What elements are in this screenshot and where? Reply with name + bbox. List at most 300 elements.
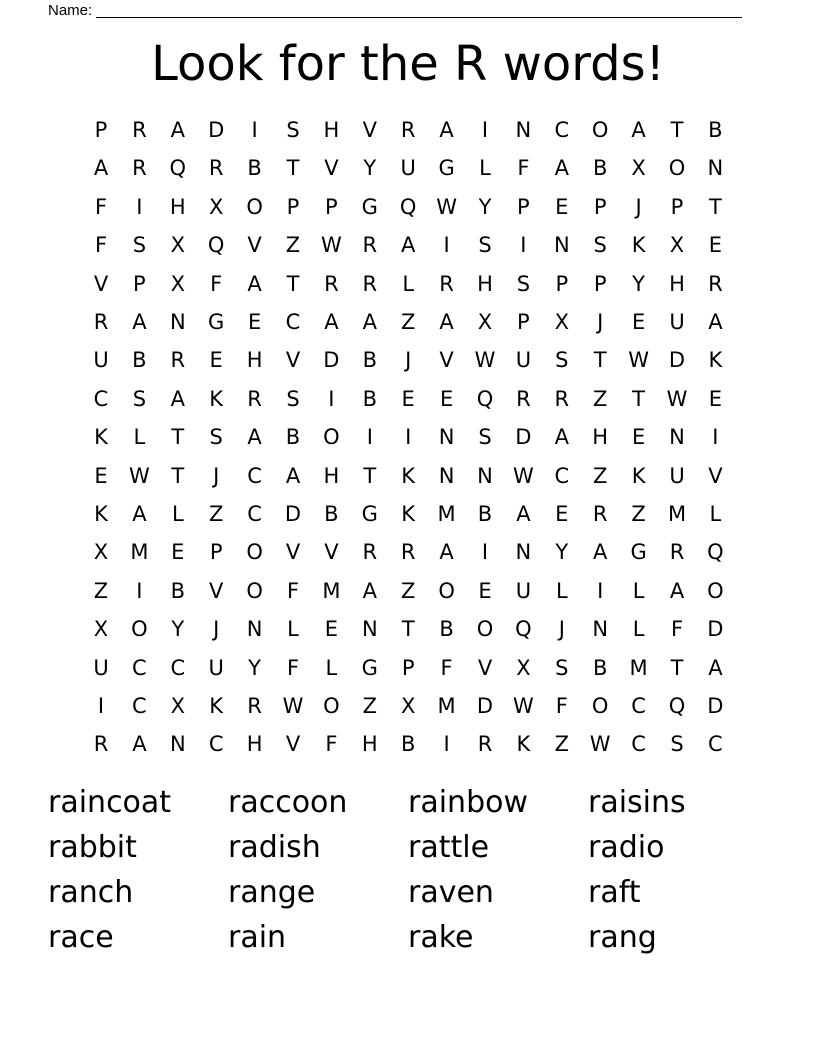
grid-letter: O (323, 694, 340, 718)
grid-letter: W (589, 732, 611, 757)
grid-letter: Z (400, 310, 416, 334)
grid-letter: I (597, 578, 604, 603)
grid-letter: X (400, 694, 416, 718)
grid-letter: Q (515, 617, 532, 642)
grid-letter: A (247, 425, 262, 450)
grid-letter: K (401, 502, 416, 526)
grid-letter: R (247, 694, 262, 718)
grid-letter: U (400, 156, 416, 181)
word-list-item: rang (588, 920, 657, 955)
grid-letter: S (478, 233, 492, 258)
grid-letter: L (479, 156, 491, 181)
grid-letter: N (438, 463, 455, 488)
grid-letter: E (631, 310, 646, 334)
grid-letter: S (478, 425, 492, 450)
grid-letter: R (93, 310, 109, 334)
grid-letter: J (597, 310, 604, 334)
grid-letter: C (247, 502, 262, 526)
grid-letter: C (631, 694, 646, 718)
grid-letter: C (132, 694, 147, 718)
grid-letter: Y (248, 655, 261, 680)
grid-letter: X (170, 271, 185, 296)
grid-letter: W (513, 694, 534, 718)
grid-letter: K (516, 732, 531, 757)
grid-letter: C (554, 118, 570, 142)
grid-letter: V (362, 118, 377, 142)
grid-letter: J (405, 348, 412, 373)
grid-letter: V (708, 463, 723, 488)
grid-letter: P (286, 194, 300, 219)
grid-letter: L (709, 502, 722, 526)
grid-letter: P (517, 194, 530, 219)
grid-letter: N (361, 617, 378, 642)
grid-letter: J (213, 463, 220, 488)
grid-letter: W (628, 348, 649, 373)
grid-letter: Y (555, 540, 569, 565)
grid-letter: A (631, 118, 646, 142)
grid-letter: X (93, 617, 109, 642)
grid-letter: O (438, 578, 455, 603)
name-label: Name: (48, 2, 93, 19)
grid-letter: S (286, 118, 300, 142)
grid-letter: Z (592, 463, 608, 488)
grid-letter: W (666, 386, 688, 411)
grid-letter: T (593, 348, 607, 373)
grid-letter: J (558, 617, 565, 642)
grid-letter: K (631, 463, 646, 488)
grid-letter: R (362, 271, 378, 296)
grid-letter: O (591, 694, 609, 718)
grid-letter: D (668, 348, 686, 373)
grid-letter: A (132, 310, 147, 334)
grid-letter: R (132, 156, 147, 181)
grid-letter: R (362, 540, 378, 565)
grid-letter: I (97, 694, 105, 718)
grid-letter: E (555, 502, 569, 526)
grid-letter: V (477, 655, 493, 680)
grid-letter: I (328, 386, 335, 411)
grid-letter: N (169, 310, 186, 334)
word-list-item: rake (408, 920, 474, 955)
grid-letter: S (209, 425, 223, 450)
grid-letter: H (361, 732, 378, 757)
grid-letter: G (438, 156, 455, 181)
grid-letter: A (132, 732, 147, 757)
grid-letter: I (481, 118, 489, 142)
grid-letter: E (708, 233, 723, 258)
grid-letter: Q (668, 694, 686, 718)
grid-letter: B (362, 348, 377, 373)
word-list-item: raisins (588, 785, 686, 820)
grid-letter: A (362, 310, 377, 334)
grid-letter: Q (399, 194, 417, 219)
grid-letter: V (209, 578, 224, 603)
grid-letter: H (246, 348, 263, 373)
grid-letter: I (712, 425, 719, 450)
grid-letter: E (171, 540, 185, 565)
grid-letter: F (517, 156, 530, 181)
grid-letter: V (93, 271, 109, 296)
grid-letter: X (170, 233, 185, 258)
grid-letter: Q (707, 540, 724, 565)
grid-letter: C (93, 386, 109, 411)
grid-letter: A (362, 578, 377, 603)
grid-letter: F (286, 578, 300, 603)
grid-letter: I (366, 425, 373, 450)
grid-letter: S (516, 271, 531, 296)
grid-letter: D (707, 694, 724, 718)
grid-letter: I (251, 118, 258, 142)
grid-letter: I (405, 425, 412, 450)
grid-letter: O (668, 156, 686, 181)
word-list-item: ranch (48, 875, 134, 910)
grid-letter: N (477, 463, 493, 488)
grid-letter: P (670, 194, 684, 219)
grid-letter: Z (592, 386, 608, 411)
grid-letter: X (631, 156, 646, 181)
grid-letter: S (555, 655, 569, 680)
grid-letter: G (361, 194, 378, 219)
grid-letter: C (285, 310, 301, 334)
grid-letter: B (285, 425, 301, 450)
grid-letter: G (208, 310, 225, 334)
grid-letter: W (513, 463, 534, 488)
word-bank (48, 782, 768, 962)
grid-letter: C (208, 732, 224, 757)
grid-letter: X (170, 694, 185, 718)
grid-letter: Z (208, 502, 224, 526)
grid-letter: M (130, 540, 149, 565)
grid-letter: A (554, 425, 569, 450)
grid-letter: R (247, 386, 262, 411)
grid-letter: R (93, 732, 109, 757)
word-list-item: range (228, 875, 316, 910)
grid-letter: S (132, 233, 147, 258)
page-title: Look for the R words! (151, 36, 665, 92)
grid-letter: I (443, 233, 450, 258)
grid-letter: T (401, 617, 415, 642)
grid-letter: E (555, 194, 569, 219)
grid-letter: R (324, 271, 339, 296)
grid-letter: H (169, 194, 186, 219)
grid-letter: I (136, 578, 143, 603)
grid-letter: S (286, 386, 300, 411)
grid-letter: X (554, 310, 569, 334)
grid-letter: O (707, 578, 724, 603)
grid-letter: C (170, 655, 186, 680)
grid-letter: R (516, 386, 531, 411)
grid-letter: O (131, 617, 148, 642)
grid-letter: E (631, 425, 646, 450)
grid-letter: Q (476, 386, 494, 411)
grid-letter: T (171, 425, 185, 450)
grid-letter: W (436, 194, 457, 219)
grid-letter: Q (169, 156, 187, 181)
grid-letter: F (325, 732, 338, 757)
grid-letter: P (94, 118, 108, 142)
grid-letter: O (246, 578, 263, 603)
grid-letter: D (208, 118, 225, 142)
grid-letter: H (323, 463, 340, 488)
grid-letter: R (208, 156, 224, 181)
grid-letter: V (285, 348, 301, 373)
grid-letter: W (474, 348, 496, 373)
grid-letter: D (707, 617, 724, 642)
grid-letter: B (132, 348, 147, 373)
grid-letter: B (170, 578, 185, 603)
grid-letter: N (669, 425, 685, 450)
grid-letter: X (208, 194, 224, 219)
grid-letter: C (247, 463, 262, 488)
grid-letter: U (669, 310, 685, 334)
grid-letter: A (132, 502, 147, 526)
grid-letter: S (670, 732, 684, 757)
grid-letter: E (324, 617, 339, 642)
grid-letter: A (516, 502, 531, 526)
grid-letter: V (285, 540, 301, 565)
grid-letter: L (632, 617, 645, 642)
grid-letter: L (325, 655, 338, 680)
grid-letter: P (517, 310, 530, 334)
grid-letter: P (555, 271, 569, 296)
word-list-item: rainbow (408, 785, 528, 820)
word-list-item: raft (588, 875, 641, 910)
grid-letter: W (129, 463, 150, 488)
grid-letter: M (322, 578, 341, 603)
grid-letter: X (669, 233, 685, 258)
grid-letter: E (94, 463, 108, 488)
grid-letter: Z (554, 732, 569, 757)
grid-letter: E (401, 386, 415, 411)
grid-letter: F (670, 617, 684, 642)
grid-letter: N (515, 118, 532, 142)
grid-letter: W (282, 694, 304, 718)
grid-letter: F (94, 233, 108, 258)
grid-letter: T (632, 386, 645, 411)
grid-letter: K (209, 694, 224, 718)
grid-letter: R (439, 271, 454, 296)
grid-letter: I (481, 540, 489, 565)
grid-letter: S (593, 233, 607, 258)
grid-letter: U (208, 655, 224, 680)
grid-letter: R (400, 118, 416, 142)
grid-letter: O (476, 617, 494, 642)
grid-letter: G (630, 540, 647, 565)
grid-letter: Z (631, 502, 646, 526)
grid-letter: A (93, 156, 109, 181)
word-list-item: radio (588, 830, 665, 865)
grid-letter: W (321, 233, 342, 258)
grid-letter: B (708, 118, 723, 142)
grid-letter: O (591, 118, 609, 142)
grid-letter: Z (362, 694, 377, 718)
grid-letter: I (136, 194, 143, 219)
grid-letter: F (210, 271, 223, 296)
grid-letter: S (555, 348, 569, 373)
grid-letter: K (708, 348, 723, 373)
grid-letter: D (476, 694, 494, 718)
grid-letter: B (400, 732, 416, 757)
grid-letter: T (670, 118, 684, 142)
grid-letter: I (443, 732, 450, 757)
word-list-item: raincoat (48, 785, 172, 820)
grid-letter: Y (478, 194, 492, 219)
grid-letter: B (439, 617, 454, 642)
grid-letter: A (439, 118, 454, 142)
grid-letter: P (209, 540, 223, 565)
grid-letter: K (94, 425, 108, 450)
grid-letter: P (593, 271, 607, 296)
grid-letter: U (93, 348, 109, 373)
grid-letter: T (708, 194, 722, 219)
grid-letter: U (93, 655, 109, 680)
grid-letter: J (213, 617, 220, 642)
grid-letter: P (325, 194, 338, 219)
word-list-item: rattle (408, 830, 490, 865)
grid-letter: L (632, 578, 645, 603)
grid-letter: H (323, 118, 340, 142)
grid-letter: R (132, 118, 147, 142)
grid-letter: O (246, 194, 263, 219)
grid-letter: X (93, 540, 109, 565)
grid-letter: N (707, 156, 724, 181)
word-list-item: race (48, 920, 114, 955)
grid-letter: X (516, 655, 531, 680)
grid-letter: P (401, 655, 415, 680)
grid-letter: T (670, 655, 684, 680)
grid-letter: E (209, 348, 223, 373)
grid-letter: J (635, 194, 642, 219)
grid-letter: T (171, 463, 185, 488)
grid-letter: A (708, 655, 723, 680)
grid-letter: E (708, 386, 723, 411)
grid-letter: A (170, 118, 185, 142)
grid-letter: L (555, 578, 568, 603)
grid-letter: Z (400, 578, 416, 603)
grid-letter: N (592, 617, 609, 642)
grid-letter: P (593, 194, 607, 219)
grid-letter: G (361, 502, 378, 526)
grid-letter: H (246, 732, 263, 757)
grid-letter: T (363, 463, 377, 488)
grid-letter: Q (207, 233, 225, 258)
grid-letter: A (439, 310, 454, 334)
grid-letter: V (439, 348, 454, 373)
word-list-item: raccoon (228, 785, 348, 820)
grid-letter: I (520, 233, 527, 258)
grid-letter: N (553, 233, 570, 258)
grid-letter: U (669, 463, 685, 488)
grid-letter: O (323, 425, 340, 450)
grid-letter: Y (363, 156, 377, 181)
grid-letter: M (437, 502, 456, 526)
word-list-item: radish (228, 830, 321, 865)
grid-letter: U (515, 578, 532, 603)
grid-letter: N (246, 617, 263, 642)
grid-letter: G (361, 655, 378, 680)
word-list-item: rain (228, 920, 287, 955)
grid-letter: R (592, 502, 608, 526)
grid-letter: T (286, 271, 300, 296)
grid-letter: C (554, 463, 570, 488)
grid-letter: K (209, 386, 224, 411)
grid-letter: A (669, 578, 685, 603)
grid-letter: X (477, 310, 493, 334)
grid-letter: N (438, 425, 455, 450)
grid-letter: E (247, 310, 262, 334)
grid-letter: V (247, 233, 262, 258)
grid-letter: C (631, 732, 646, 757)
word-list-item: rabbit (48, 830, 137, 865)
grid-letter: F (94, 194, 108, 219)
grid-letter: A (401, 233, 416, 258)
grid-letter: R (554, 386, 570, 411)
grid-letter: K (401, 463, 416, 488)
grid-letter: B (324, 502, 339, 526)
grid-letter: E (478, 578, 492, 603)
grid-letter: A (439, 540, 454, 565)
grid-letter: A (708, 310, 723, 334)
grid-letter: R (170, 348, 186, 373)
grid-letter: H (592, 425, 609, 450)
grid-letter: B (247, 156, 262, 181)
grid-letter: C (708, 732, 723, 757)
grid-letter: L (133, 425, 146, 450)
grid-letter: H (669, 271, 685, 296)
grid-letter: V (324, 156, 339, 181)
grid-letter: D (323, 348, 340, 373)
grid-letter: L (171, 502, 184, 526)
grid-letter: L (402, 271, 415, 296)
word-list-item: raven (408, 875, 494, 910)
grid-letter: Z (285, 233, 301, 258)
grid-letter: T (286, 156, 300, 181)
grid-letter: A (554, 156, 569, 181)
grid-letter: F (555, 694, 568, 718)
grid-letter: L (287, 617, 299, 642)
grid-letter: Y (632, 271, 645, 296)
grid-letter: P (133, 271, 146, 296)
grid-letter: A (593, 540, 608, 565)
grid-letter: N (169, 732, 186, 757)
grid-letter: R (400, 540, 416, 565)
grid-letter: N (515, 540, 532, 565)
grid-letter: F (440, 655, 453, 680)
grid-letter: D (515, 425, 532, 450)
grid-letter: D (284, 502, 302, 526)
grid-letter: R (708, 271, 723, 296)
grid-letter: B (592, 156, 608, 181)
grid-letter: E (439, 386, 454, 411)
grid-letter: M (667, 502, 687, 526)
grid-letter: K (94, 502, 108, 526)
grid-letter: B (362, 386, 377, 411)
grid-letter: O (246, 540, 263, 565)
grid-letter: C (132, 655, 147, 680)
grid-letter: B (477, 502, 493, 526)
grid-letter: R (362, 233, 378, 258)
grid-letter: Y (171, 617, 185, 642)
grid-letter: F (286, 655, 300, 680)
grid-letter: R (477, 732, 493, 757)
grid-letter: S (132, 386, 147, 411)
grid-letter: K (631, 233, 646, 258)
grid-letter: U (515, 348, 532, 373)
grid-letter: A (247, 271, 262, 296)
grid-letter: M (629, 655, 648, 680)
grid-letter: B (592, 655, 608, 680)
grid-letter: A (285, 463, 301, 488)
